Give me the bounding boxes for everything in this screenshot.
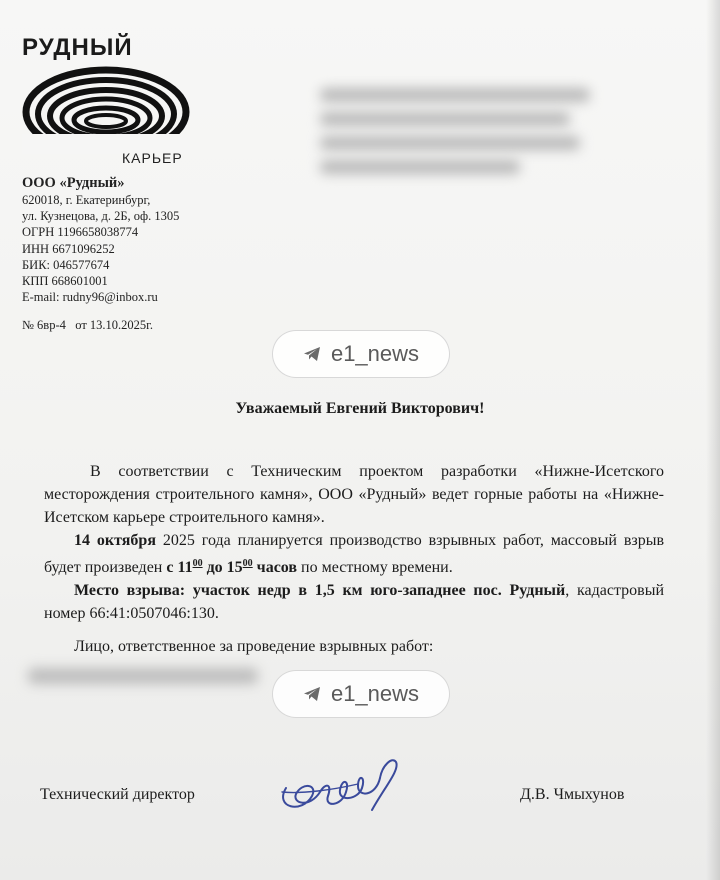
telegram-icon [303,346,321,362]
company-details [22,174,282,305]
salutation: Уважаемый Евгений Викторович! [235,400,485,417]
company-kpp: КПП 668601001 [22,274,108,289]
handwritten-signature [272,748,402,818]
responsible-person-label: Лицо, ответственное за проведение взрывных работ: [74,638,434,655]
logo-brand-text: РУДНЫЙ [22,34,133,61]
company-email: E-mail: rudny96@inbox.ru [22,290,158,305]
paragraph-blast-time [44,529,664,579]
company-address-line2: ул. Кузнецова, д. 2Б, оф. 1305 [22,209,180,224]
paragraph-project: В соответствии с Техническим проектом разработки «Нижне-Исетского месторождения строительного камня», ООО «Рудный» ведет горные работы на «Нижне-Исетском карьере строительного камня». [44,463,664,526]
blast-time-from: с $11^{00}$ до $15^{00}$ часов [166,558,298,576]
time-minutes-to: 00 [242,558,253,569]
cadastral-number: , кадастровый номер 66:41:0507046:130. [44,582,665,622]
watermark-badge [272,670,450,718]
quarry-stripes-icon [22,64,190,154]
watermark-label: e1_news [330,681,420,706]
time-minutes-from: 00 [192,558,203,569]
logo-subtitle: КАРЬЕР [122,150,183,166]
addressee-blurred [320,78,610,188]
signatory-title: Технический директор [40,786,195,803]
company-address-line1: 620018, г. Екатеринбург, [22,193,151,207]
letter-body [44,460,664,625]
company-logo [18,34,198,174]
telegram-icon [303,686,321,702]
responsible-person-blurred [28,668,258,684]
company-name: ООО «Рудный» [22,175,125,191]
paragraph-location [44,579,664,625]
watermark-badge [272,330,450,378]
reference-line [22,318,153,333]
page-shadow-edge [706,0,720,880]
blast-text: 2025 года планируется производство взрывных работ, массовый взрыв будет произведен [44,532,665,576]
blast-location: Место взрыва: участок недр в 1,5 км юго-западнее пос. Рудный [74,582,566,599]
blast-time-end: по местному времени. [297,559,453,576]
company-ogrn: ОГРН 1196658038774 [22,225,139,240]
blast-date: 14 октября [74,532,156,549]
company-inn: ИНН 6671096252 [22,241,115,256]
company-bik: БИК: 046577674 [22,257,110,272]
watermark-label: e1_news [330,341,420,366]
reference-date: от 13.10.2025г. [75,318,154,332]
reference-number: № 6вр-4 [22,318,66,332]
signatory-name: Д.В. Чмыхунов [520,786,625,803]
